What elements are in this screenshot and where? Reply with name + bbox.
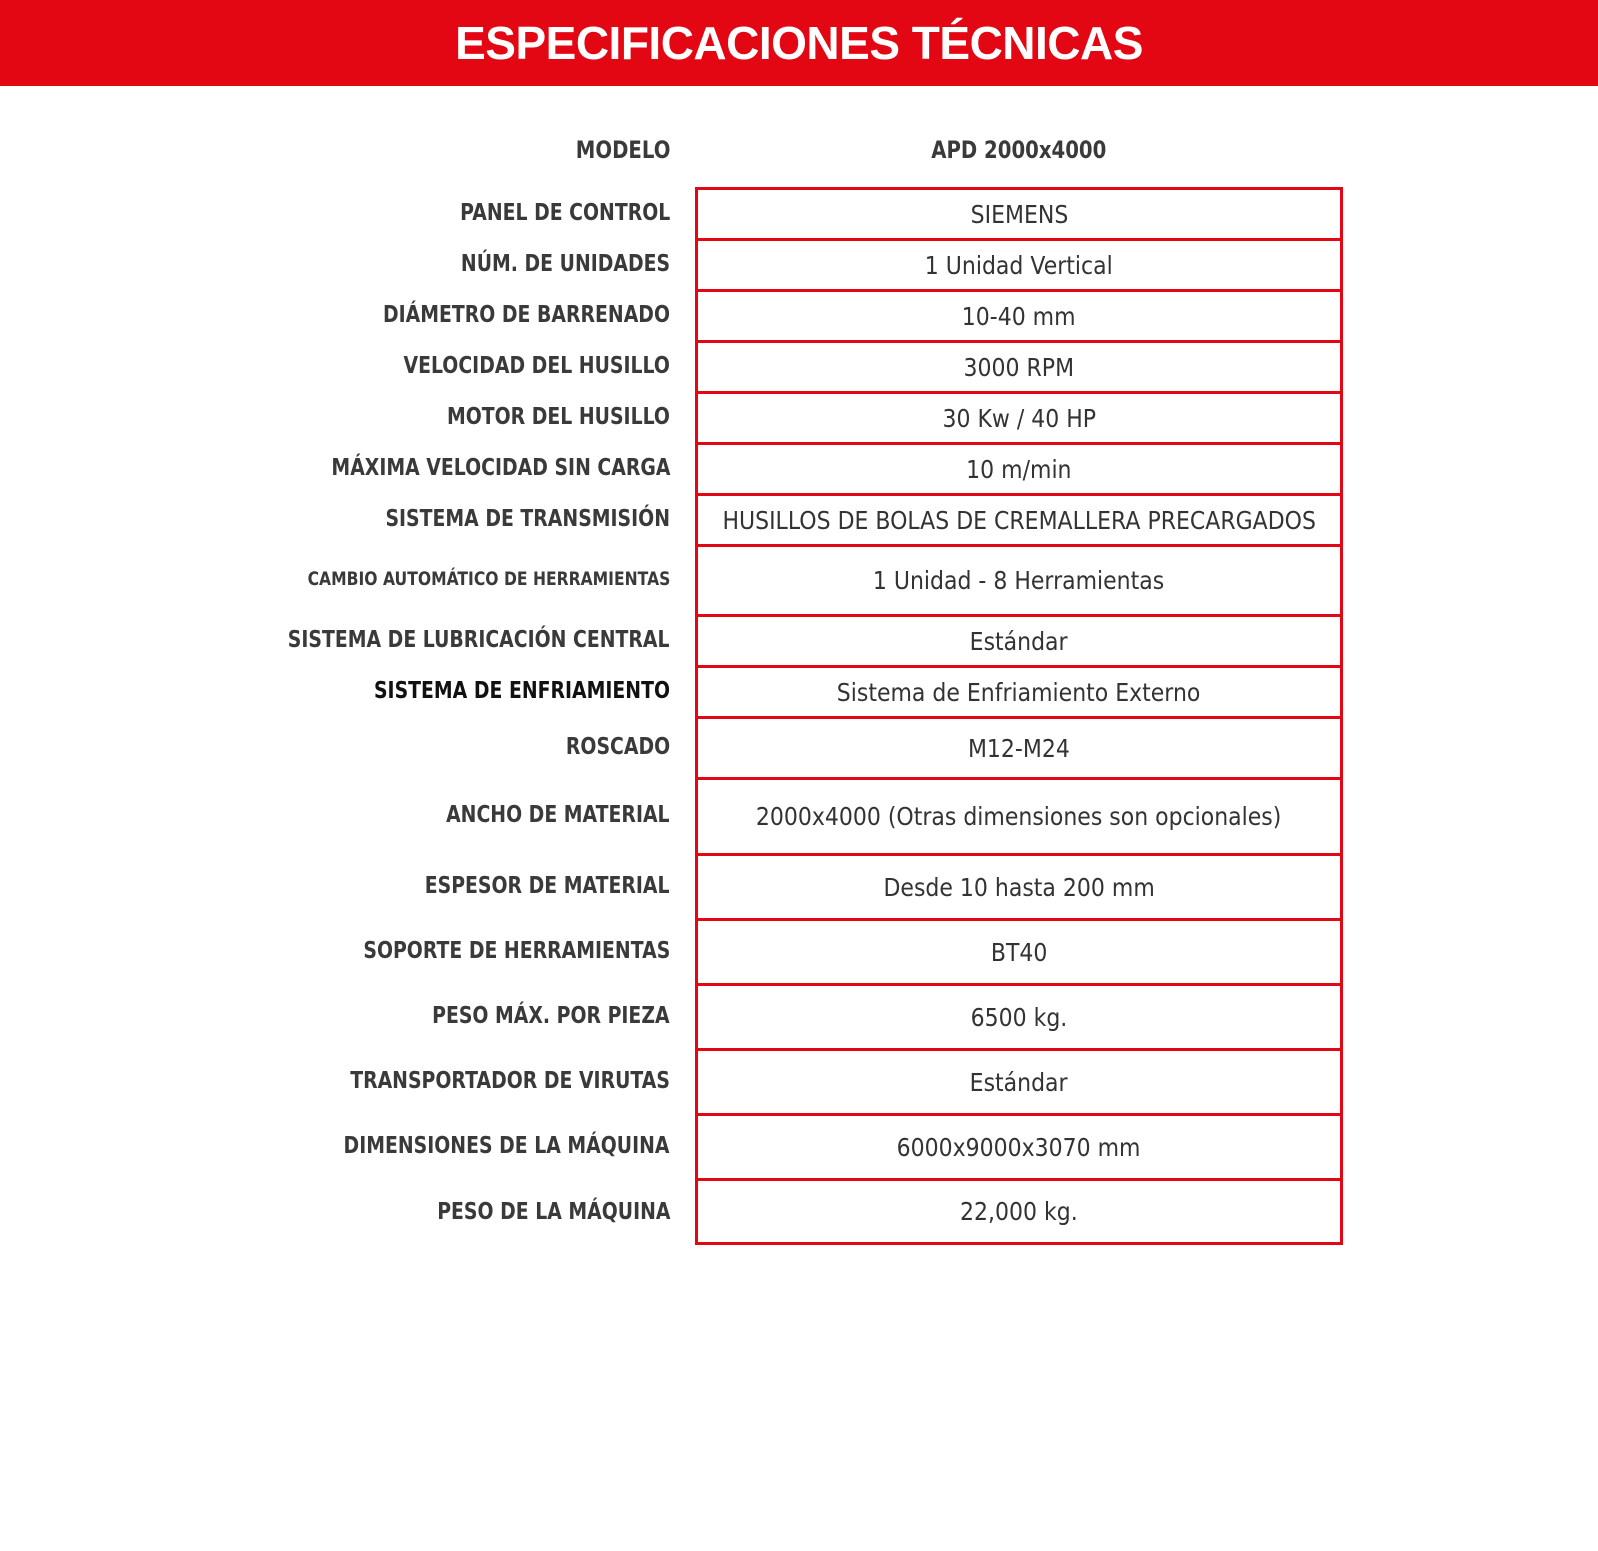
spec-label	[228, 544, 670, 614]
spec-value-text: 2000x4000 (Otras dimensiones son opcionales)	[756, 802, 1282, 831]
spec-label-text: NÚM. DE UNIDADES	[460, 250, 670, 277]
spec-row-diametro-barrenado	[0, 289, 1598, 340]
spec-row-enfriamiento	[0, 665, 1598, 716]
spec-value-text: SIEMENS	[970, 199, 1068, 229]
spec-label-text: SISTEMA DE ENFRIAMIENTO	[373, 677, 670, 704]
spec-value-text: 10 m/min	[966, 454, 1072, 484]
spec-label	[204, 614, 670, 665]
spec-label	[323, 493, 670, 544]
spec-label	[280, 1048, 670, 1113]
spec-row-num-unidades	[0, 238, 1598, 289]
spec-value-text: 6000x9000x3070 mm	[897, 1132, 1141, 1162]
spec-value-text: M12-M24	[968, 733, 1070, 763]
spec-value-cell	[695, 614, 1343, 665]
spec-value-text: BT40	[990, 937, 1048, 967]
spec-table	[0, 187, 1598, 1245]
model-value-text: APD 2000x4000	[931, 136, 1107, 164]
spec-row-dimensiones-maquina	[0, 1113, 1598, 1178]
model-value	[695, 128, 1343, 172]
spec-row-maxima-velocidad	[0, 442, 1598, 493]
spec-label	[272, 1113, 670, 1178]
spec-value-cell	[695, 665, 1343, 716]
spec-row-motor-husillo	[0, 391, 1598, 442]
spec-value-text: 3000 RPM	[963, 352, 1075, 382]
spec-value-text: 6500 kg.	[970, 1002, 1068, 1032]
spec-value-cell	[695, 853, 1343, 918]
spec-row-sistema-transmision	[0, 493, 1598, 544]
spec-value-text: Sistema de Enfriamiento Externo	[837, 677, 1201, 707]
spec-row-transportador-virutas	[0, 1048, 1598, 1113]
spec-label	[543, 716, 670, 777]
spec-row-soporte-herramientas	[0, 918, 1598, 983]
model-row	[0, 128, 1598, 172]
spec-value-text: Desde 10 hasta 200 mm	[883, 872, 1155, 902]
spec-value-text: HUSILLOS DE BOLAS DE CREMALLERA PRECARGADOS	[722, 505, 1316, 535]
spec-label-text: VELOCIDAD DEL HUSILLO	[403, 352, 670, 379]
spec-value-cell	[695, 340, 1343, 391]
spec-value-cell	[695, 716, 1343, 777]
spec-row-lubricacion	[0, 614, 1598, 665]
spec-value-text: 22,000 kg.	[960, 1197, 1078, 1226]
spec-label-text: PESO MÁX. POR PIEZA	[432, 1002, 670, 1029]
spec-label-text: PESO DE LA MÁQUINA	[436, 1198, 670, 1225]
spec-value-cell	[695, 493, 1343, 544]
spec-row-cambio-automatico	[0, 544, 1598, 614]
spec-value-cell	[695, 238, 1343, 289]
spec-label	[296, 918, 670, 983]
spec-label	[414, 187, 670, 238]
spec-label-text: ANCHO DE MATERIAL	[446, 802, 670, 828]
spec-row-ancho-material	[0, 777, 1598, 853]
header-banner	[0, 0, 1598, 86]
spec-row-peso-maquina	[0, 1178, 1598, 1245]
spec-label-text: SOPORTE DE HERRAMIENTAS	[363, 937, 670, 964]
spec-label	[415, 238, 670, 289]
spec-label	[380, 983, 670, 1048]
spec-value-text: 30 Kw / 40 HP	[942, 403, 1096, 433]
spec-value-text: 10-40 mm	[962, 301, 1076, 331]
spec-row-espesor-material	[0, 853, 1598, 918]
spec-row-velocidad-husillo	[0, 340, 1598, 391]
spec-value-cell	[695, 1178, 1343, 1245]
spec-label-text: PANEL DE CONTROL	[459, 199, 670, 226]
spec-label-text: DIMENSIONES DE LA MÁQUINA	[344, 1132, 670, 1159]
spec-label-text: ESPESOR DE MATERIAL	[425, 872, 670, 899]
spec-value-cell	[695, 544, 1343, 614]
spec-value-cell	[695, 983, 1343, 1048]
spec-label-text: MÁXIMA VELOCIDAD SIN CARGA	[330, 454, 670, 481]
spec-label	[257, 442, 670, 493]
spec-label-text: TRANSPORTADOR DE VIRUTAS	[350, 1067, 670, 1094]
spec-label	[386, 1178, 671, 1245]
spec-label-text: CAMBIO AUTOMÁTICO DE HERRAMIENTAS	[307, 568, 670, 590]
spec-value-text: Estándar	[970, 626, 1068, 656]
spec-label	[398, 391, 670, 442]
spec-value-cell	[695, 442, 1343, 493]
spec-value-cell	[695, 918, 1343, 983]
model-label: MODELO	[575, 136, 670, 164]
spec-row-roscado	[0, 716, 1598, 777]
spec-label	[345, 340, 670, 391]
spec-label	[309, 665, 670, 716]
spec-value-text: 1 Unidad Vertical	[925, 250, 1113, 280]
spec-label	[320, 289, 670, 340]
spec-row-panel-de-control	[0, 187, 1598, 238]
spec-label-text: ROSCADO	[565, 733, 670, 760]
spec-value-cell	[695, 777, 1343, 853]
page-title: ESPECIFICACIONES TÉCNICAS	[455, 17, 1143, 69]
spec-label	[371, 853, 670, 918]
spec-label-text: DIÁMETRO DE BARRENADO	[383, 301, 670, 328]
spec-value-cell	[695, 1113, 1343, 1178]
spec-row-peso-max-pieza	[0, 983, 1598, 1048]
spec-value-cell	[695, 391, 1343, 442]
spec-label-text: SISTEMA DE LUBRICACIÓN CENTRAL	[288, 626, 670, 653]
spec-label-text: MOTOR DEL HUSILLO	[446, 403, 670, 430]
spec-value-cell	[695, 289, 1343, 340]
spec-label-text: SISTEMA DE TRANSMISIÓN	[385, 505, 670, 532]
spec-value-text: Estándar	[970, 1067, 1068, 1097]
spec-value-cell	[695, 1048, 1343, 1113]
spec-value-cell	[695, 187, 1343, 238]
spec-label	[397, 777, 670, 853]
spec-value-text: 1 Unidad - 8 Herramientas	[873, 566, 1165, 595]
